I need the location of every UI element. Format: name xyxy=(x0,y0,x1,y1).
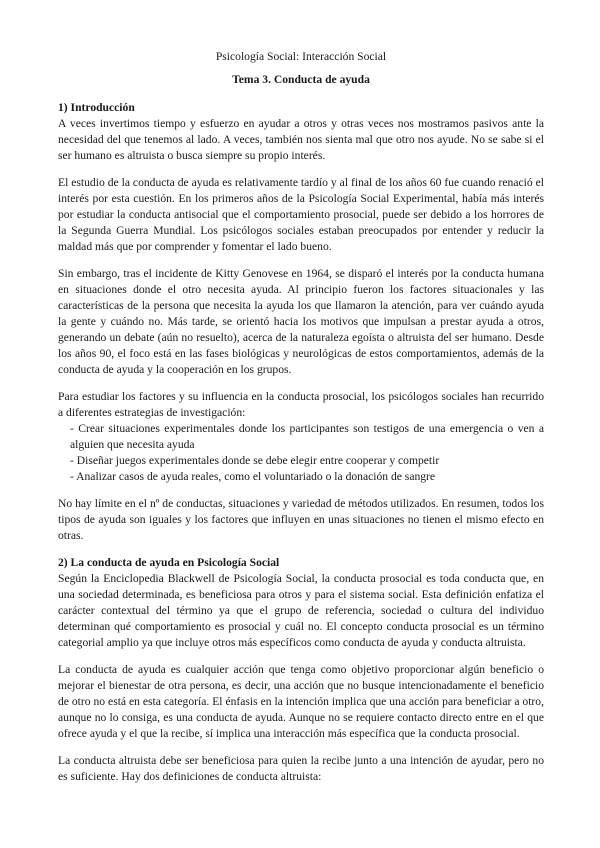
document-subtitle: Tema 3. Conducta de ayuda xyxy=(232,73,370,86)
document-page xyxy=(58,49,544,796)
section-heading-introduccion: 1) Introducción xyxy=(58,101,135,114)
list-item: - Analizar casos de ayuda reales, como el voluntariado o la donación de sangre xyxy=(70,469,544,485)
paragraph: No hay límite en el nº de conductas, situaciones y variedad de métodos utilizados. En resumen, todos los tipos de ayuda son iguales y los factores que influyen en unas situaciones no tienen el mismo efecto en otras. xyxy=(58,497,544,542)
paragraph: El estudio de la conducta de ayuda es relativamente tardío y al final de los años 60 fue cuando renació el interés por esta cuestión. En los primeros años de la Psicología Social Experimental, había más interés por estudiar la conducta antisocial que el comportamiento prosocial, puede ser debido a los horrores de la Segunda Guerra Mundial. Los psicólogos sociales estaban preocupados por entender y reducir la maldad más que por comprender y fomentar el lado bueno. xyxy=(58,176,544,253)
paragraph: A veces invertimos tiempo y esfuerzo en ayudar a otros y otras veces nos mostramos pasivos ante la necesidad del que tenemos al lado. A veces, también nos sienta mal que otro nos ayude. No se sabe si el ser humano es altruista o busca siempre su propio interés. xyxy=(58,117,544,162)
strategy-list xyxy=(58,421,544,485)
paragraph: Para estudiar los factores y su influencia en la conducta prosocial, los psicólogos sociales han recurrido a diferentes estrategias de investigación: xyxy=(58,390,544,419)
paragraph: Sin embargo, tras el incidente de Kitty Genovese en 1964, se disparó el interés por la conducta humana en situaciones donde el otro necesita ayuda. Al principio fueron los factores situacionales y las características de la persona que necesita la ayuda los que llamaron la atención, para ver cuándo ayuda la gente y cuándo no. Más tarde, se orientó hacia los motivos que impulsan a prestar ayuda a otros, generando un debate (aún no resuelto), acerca de la naturaleza egoísta o altruista del ser humano. Desde los años 90, el foco está en las fases biológicas y neurológicas de estos comportamientos, además de la conducta de ayuda y la cooperación en los grupos. xyxy=(58,267,544,376)
document-title: Psicología Social: Interacción Social xyxy=(215,50,387,63)
paragraph: Según la Enciclopedia Blackwell de Psicología Social, la conducta prosocial es toda conducta que, en una sociedad determinada, es beneficiosa para otros y para el sistema social. Esta definición enfatiza el carácter contextual del término ya que el grupo de referencia, sociedad o cultura del individuo determinan qué comportamiento es prosocial y cuál no. El concepto conducta prosocial es un término categorial amplio ya que incluye otros más específicos como conducta de ayuda y conducta altruista. xyxy=(58,572,544,649)
paragraph: La conducta altruista debe ser beneficiosa para quien la recibe junto a una intención de ayudar, pero no es suficiente. Hay dos definiciones de conducta altruista: xyxy=(58,754,544,783)
list-item: - Crear situaciones experimentales donde los participantes son testigos de una emergencia o ven a alguien que necesita ayuda xyxy=(70,421,544,453)
list-item: - Diseñar juegos experimentales donde se debe elegir entre cooperar y competir xyxy=(70,453,544,469)
paragraph: La conducta de ayuda es cualquier acción que tenga como objetivo proporcionar algún beneficio o mejorar el bienestar de otra persona, es decir, una acción que no busque intencionadamente el beneficio de otro no está en esta categoría. El énfasis en la intención implica que una acción para beneficiar a otro, aunque no lo consiga, es una conducta de ayuda. Aunque no se requiere contacto directo entre en el que ofrece ayuda y el que la recibe, sí implica una interacción más específica que la conducta prosocial. xyxy=(58,663,544,740)
section-heading-conducta-ayuda: 2) La conducta de ayuda en Psicología Social xyxy=(58,556,280,569)
